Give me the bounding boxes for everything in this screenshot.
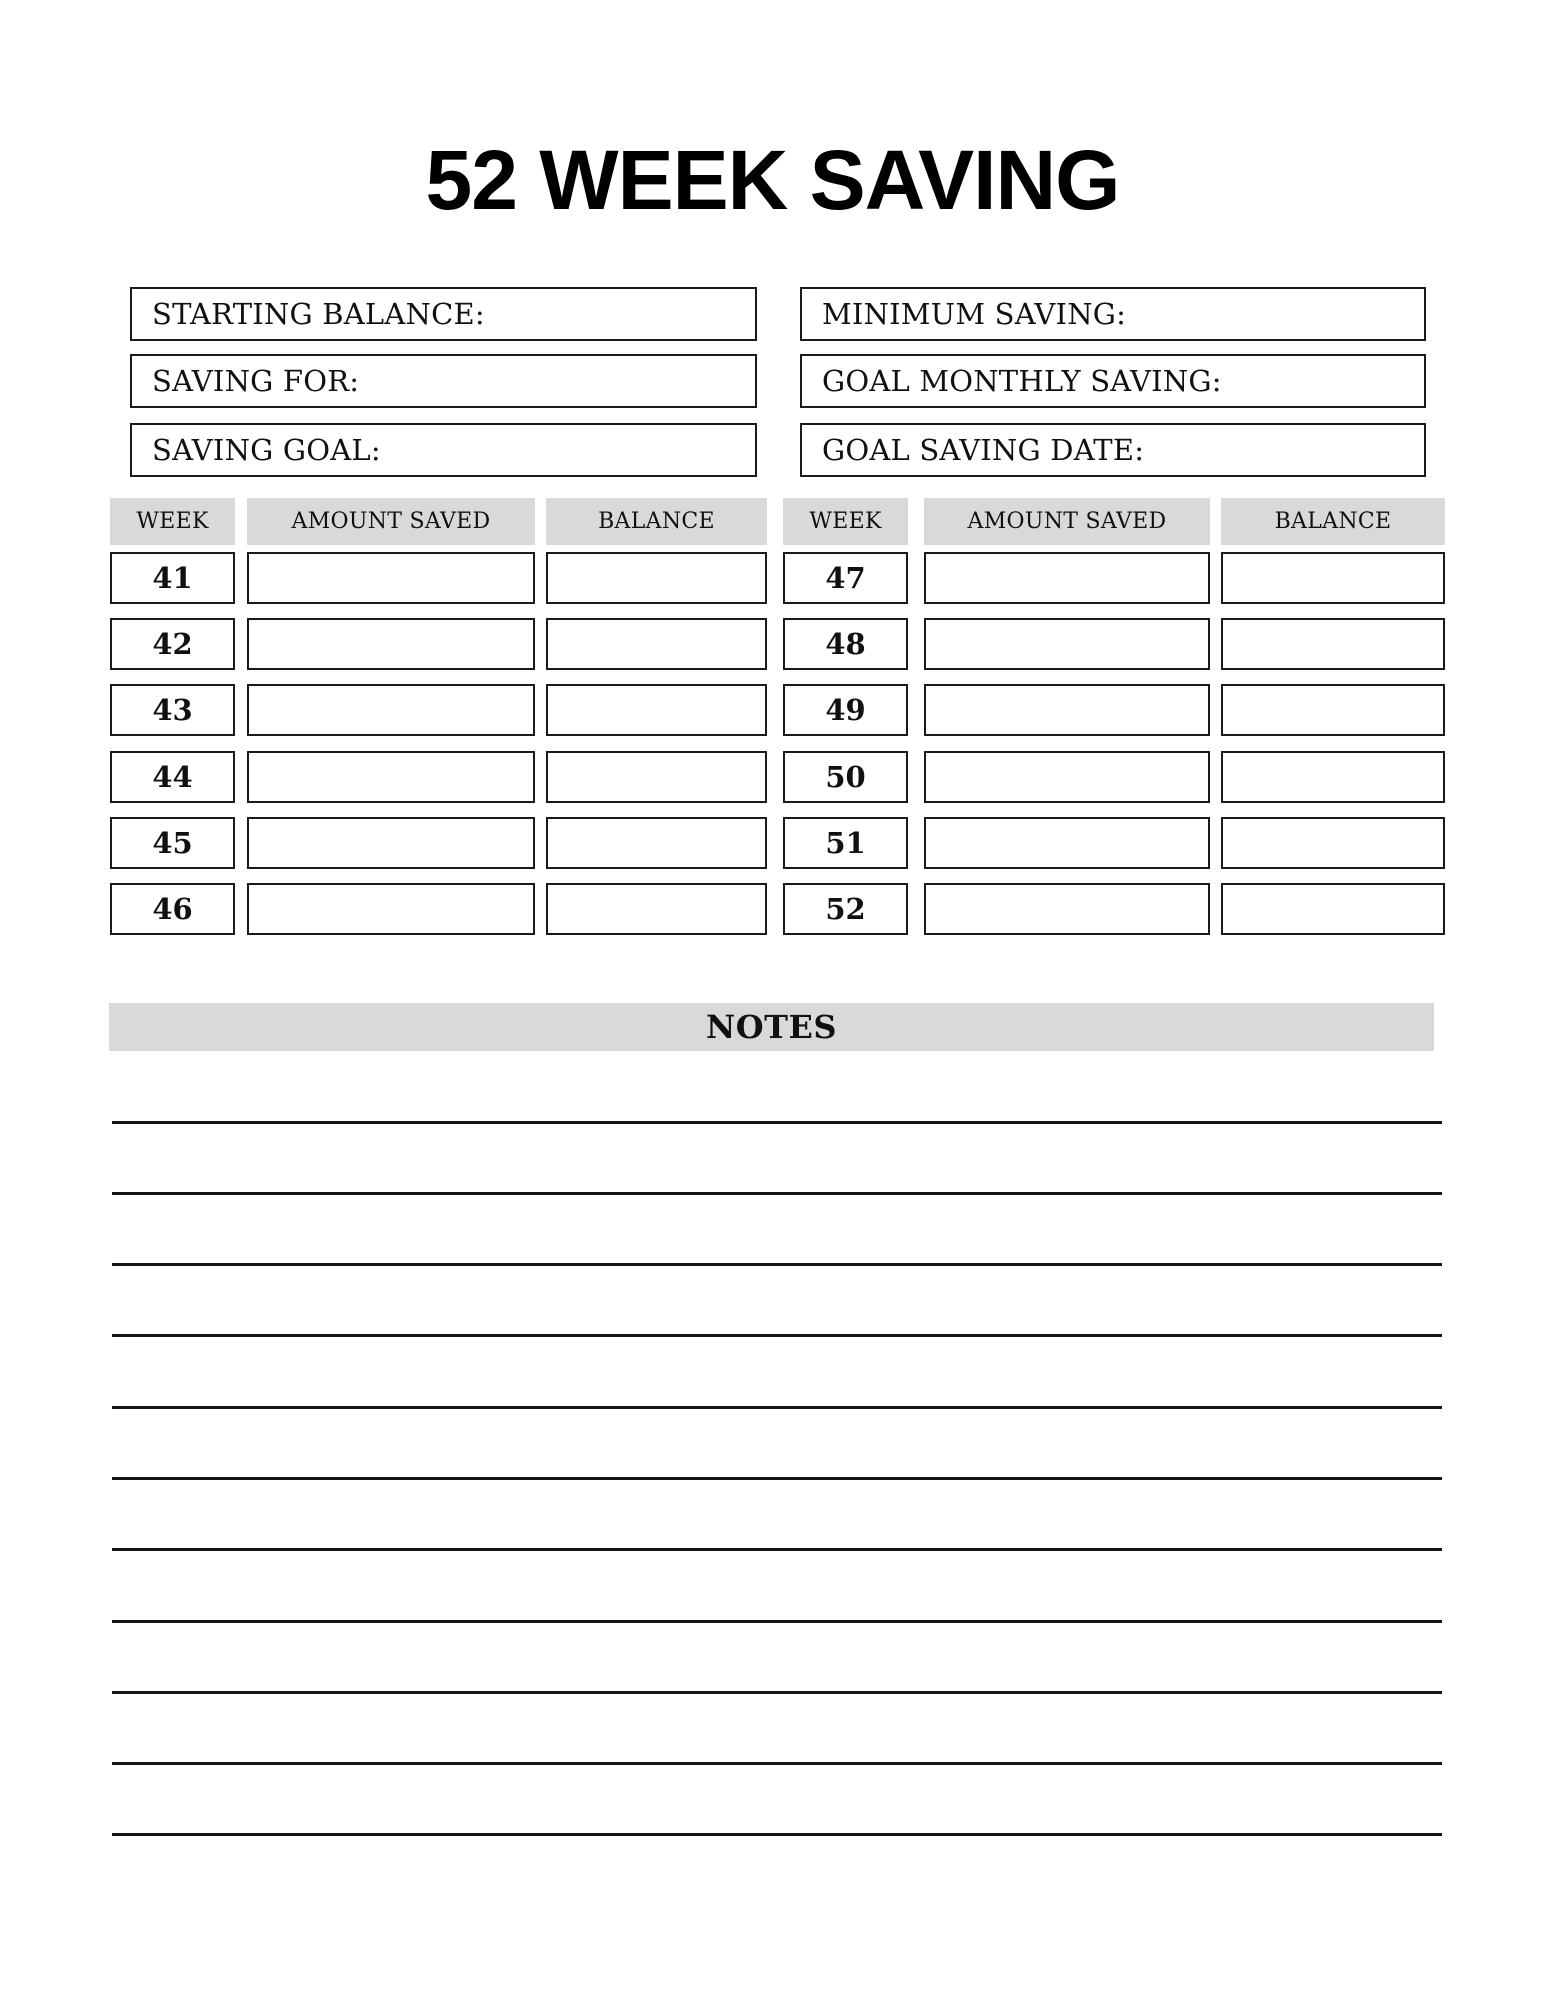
amount-saved-cell[interactable] xyxy=(247,751,535,803)
amount-saved-cell[interactable] xyxy=(247,684,535,736)
balance-cell[interactable] xyxy=(546,817,767,869)
balance-column-header: BALANCE xyxy=(1221,498,1445,545)
week-number-cell: 51 xyxy=(783,817,908,869)
week-number-cell: 49 xyxy=(783,684,908,736)
minimum-saving-label: MINIMUM SAVING: xyxy=(822,297,1127,331)
goal-monthly-saving-field[interactable] xyxy=(800,354,1426,408)
balance-cell[interactable] xyxy=(1221,552,1445,604)
notes-writing-line[interactable] xyxy=(112,1192,1442,1195)
notes-writing-line[interactable] xyxy=(112,1121,1442,1124)
week-number-cell: 45 xyxy=(110,817,235,869)
starting-balance-field[interactable] xyxy=(130,287,757,341)
amount-saved-cell[interactable] xyxy=(924,817,1210,869)
notes-header xyxy=(109,1003,1434,1051)
amount-saved-cell[interactable] xyxy=(247,552,535,604)
amount-saved-column-header: AMOUNT SAVED xyxy=(247,498,535,545)
saving-goal-field[interactable] xyxy=(130,423,757,477)
amount-saved-cell[interactable] xyxy=(924,751,1210,803)
week-number-cell: 42 xyxy=(110,618,235,670)
week-number-cell: 46 xyxy=(110,883,235,935)
week-number-cell: 47 xyxy=(783,552,908,604)
balance-cell[interactable] xyxy=(1221,883,1445,935)
notes-writing-line[interactable] xyxy=(112,1762,1442,1765)
week-number-cell: 52 xyxy=(783,883,908,935)
balance-cell[interactable] xyxy=(546,751,767,803)
notes-writing-line[interactable] xyxy=(112,1548,1442,1551)
week-number-cell: 43 xyxy=(110,684,235,736)
notes-title: NOTES xyxy=(706,1008,837,1046)
balance-cell[interactable] xyxy=(1221,751,1445,803)
week-number-cell: 41 xyxy=(110,552,235,604)
amount-saved-column-header: AMOUNT SAVED xyxy=(924,498,1210,545)
balance-cell[interactable] xyxy=(1221,684,1445,736)
balance-column-header: BALANCE xyxy=(546,498,767,545)
balance-cell[interactable] xyxy=(546,684,767,736)
saving-goal-label: SAVING GOAL: xyxy=(152,433,381,467)
saving-for-label: SAVING FOR: xyxy=(152,364,360,398)
saving-for-field[interactable] xyxy=(130,354,757,408)
amount-saved-cell[interactable] xyxy=(247,883,535,935)
week-column-header: WEEK xyxy=(783,498,908,545)
notes-writing-line[interactable] xyxy=(112,1620,1442,1623)
page-title: 52 WEEK SAVING xyxy=(425,133,1120,227)
amount-saved-cell[interactable] xyxy=(924,552,1210,604)
balance-cell[interactable] xyxy=(546,552,767,604)
amount-saved-cell[interactable] xyxy=(247,618,535,670)
week-number-cell: 44 xyxy=(110,751,235,803)
goal-monthly-saving-label: GOAL MONTHLY SAVING: xyxy=(822,364,1222,398)
balance-cell[interactable] xyxy=(546,883,767,935)
notes-writing-line[interactable] xyxy=(112,1477,1442,1480)
notes-writing-line[interactable] xyxy=(112,1833,1442,1836)
notes-writing-line[interactable] xyxy=(112,1263,1442,1266)
week-number-cell: 50 xyxy=(783,751,908,803)
amount-saved-cell[interactable] xyxy=(247,817,535,869)
amount-saved-cell[interactable] xyxy=(924,618,1210,670)
minimum-saving-field[interactable] xyxy=(800,287,1426,341)
goal-saving-date-field[interactable] xyxy=(800,423,1426,477)
amount-saved-cell[interactable] xyxy=(924,883,1210,935)
amount-saved-cell[interactable] xyxy=(924,684,1210,736)
starting-balance-label: STARTING BALANCE: xyxy=(152,297,485,331)
balance-cell[interactable] xyxy=(1221,817,1445,869)
notes-writing-line[interactable] xyxy=(112,1334,1442,1337)
week-number-cell: 48 xyxy=(783,618,908,670)
balance-cell[interactable] xyxy=(546,618,767,670)
notes-writing-line[interactable] xyxy=(112,1406,1442,1409)
notes-writing-line[interactable] xyxy=(112,1691,1442,1694)
goal-saving-date-label: GOAL SAVING DATE: xyxy=(822,433,1145,467)
week-column-header: WEEK xyxy=(110,498,235,545)
balance-cell[interactable] xyxy=(1221,618,1445,670)
